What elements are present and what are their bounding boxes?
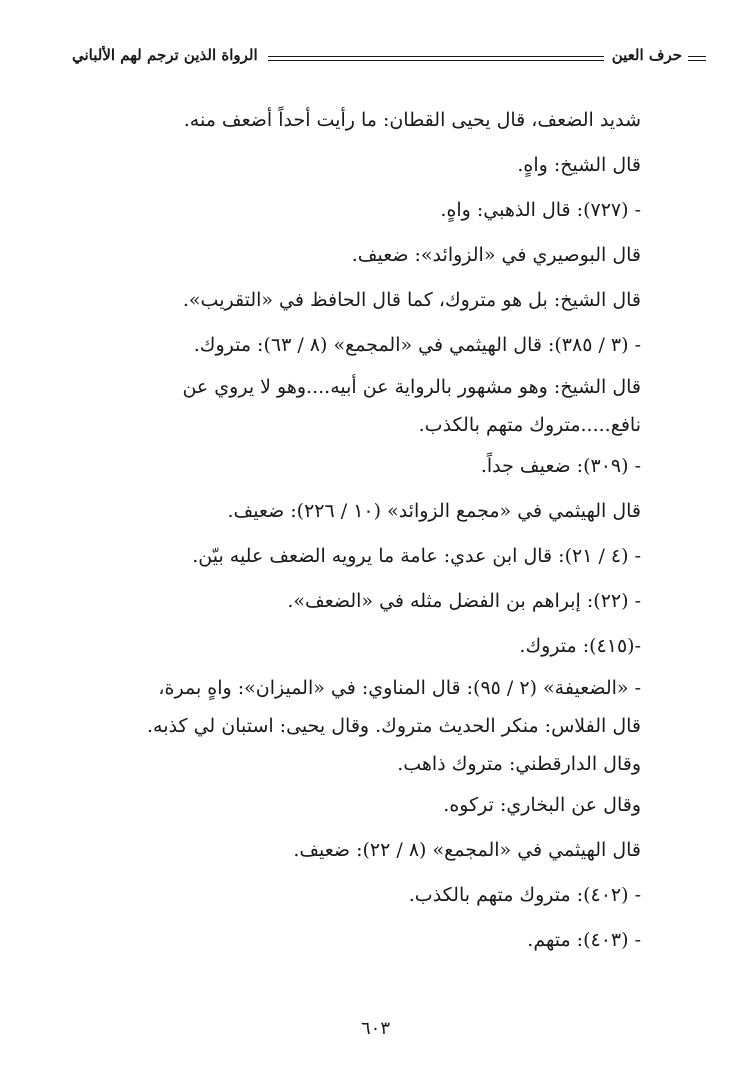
page-body [75,98,641,963]
text-line: قال الهيثمي في «مجمع الزوائد» (١٠ / ٢٢٦): ضعيف. [227,500,641,522]
text-line: قال الشيخ: بل هو متروك، كما قال الحافظ في «التقريب». [182,289,641,311]
header-book-title: الرواة الذين ترجم لهم الألباني [72,46,258,64]
running-header [72,44,682,74]
text-line: قال الشيخ: واهٍ. [517,154,641,176]
text-line: وقال عن البخاري: تركوه. [443,794,641,816]
text-line: - (٣٠٩): ضعيف جداً. [480,455,641,477]
text-line: - (٧٢٧): قال الذهبي: واهٍ. [440,199,641,221]
text-line: وقال الدارقطني: متروك ذاهب. [397,753,641,775]
header-rule-long [268,56,604,61]
text-line: قال الشيخ: وهو مشهور بالرواية عن أبيه....وهو لا يروي عن [182,376,641,398]
text-line: - (٤٠٢): متروك متهم بالكذب. [408,884,641,906]
text-line: - (٤٠٣): متهم. [527,929,641,951]
text-line: - (٢٢): إبراهم بن الفضل مثله في «الضعف». [287,590,641,612]
text-line: شديد الضعف، قال يحيى القطان: ما رأيت أحداً أضعف منه. [183,109,641,131]
header-chapter-title: حرف العين [611,46,682,64]
text-line: - (٣ / ٣٨٥): قال الهيثمي في «المجمع» (٨ / ٦٣): متروك. [193,334,641,356]
text-line: -(٤١٥): متروك. [519,635,641,657]
text-line: قال البوصيري في «الزوائد»: ضعيف. [351,244,641,266]
text-line: نافع.....متروك متهم بالكذب. [418,414,641,436]
header-rule-short [688,56,706,61]
text-line: قال الهيثمي في «المجمع» (٨ / ٢٢): ضعيف. [293,839,641,861]
page-number: ٦٠٣ [360,1018,390,1039]
text-line: - «الضعيفة» (٢ / ٩٥): قال المناوي: في «الميزان»: واهٍ بمرة، [158,677,641,699]
text-line: قال الفلاس: منكر الحديث متروك. وقال يحيى: استبان لي كذبه. [147,715,641,737]
text-line: - (٤ / ٢١): قال ابن عدي: عامة ما يرويه الضعف عليه بيّن. [192,545,641,567]
